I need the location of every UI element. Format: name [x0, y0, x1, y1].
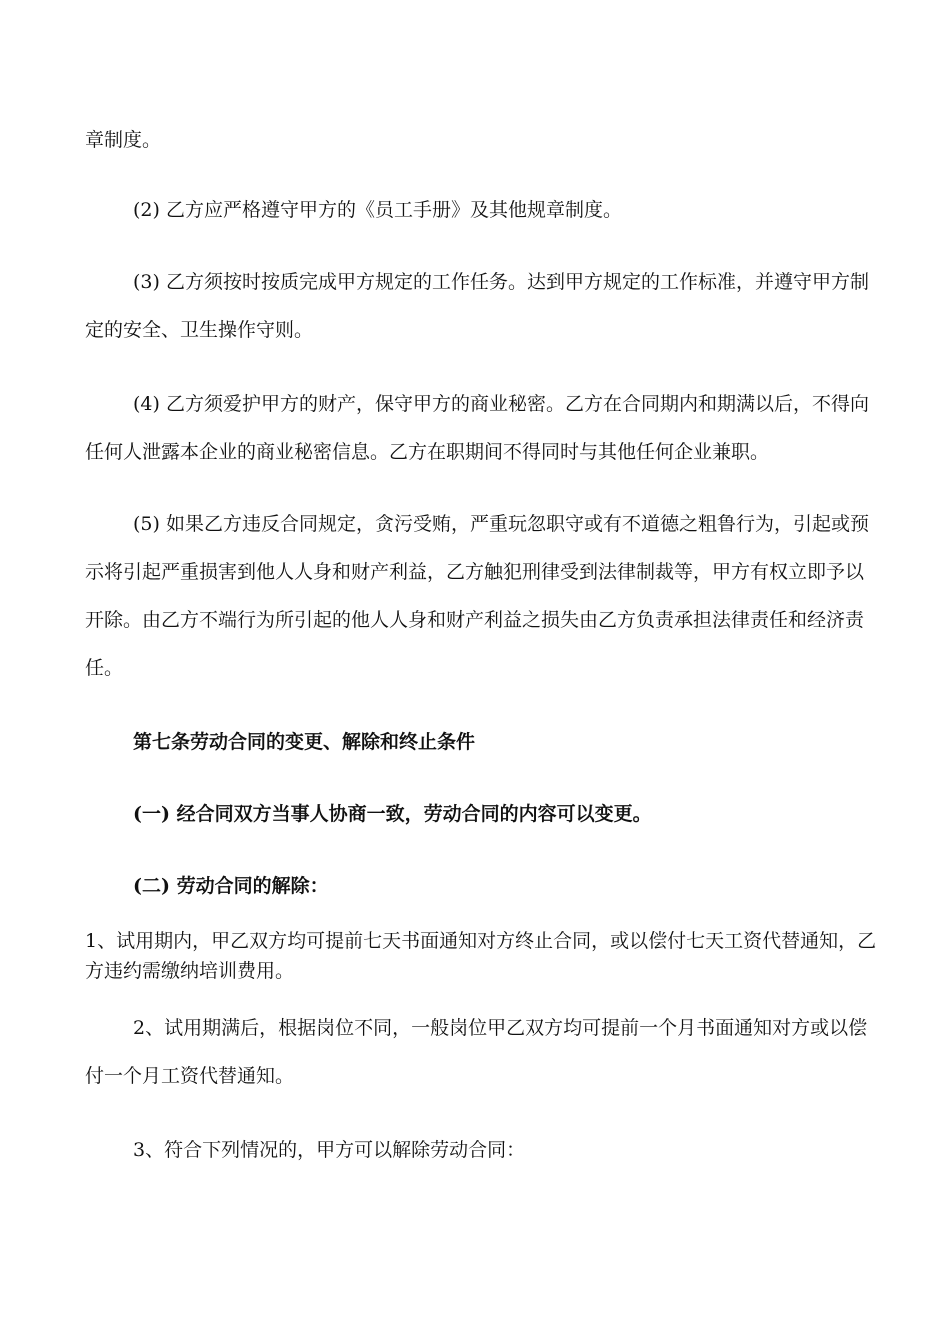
- paragraph-clause-3: (3) 乙方须按时按质完成甲方规定的工作任务。达到甲方规定的工作标准，并遵守甲方制定的安全、卫生操作守则。: [85, 271, 869, 341]
- paragraph-clause-2: (2) 乙方应严格遵守甲方的《员工手册》及其他规章制度。: [133, 199, 622, 221]
- paragraph-item-1-bold: (一) 经合同双方当事人协商一致，劳动合同的内容可以变更。: [133, 803, 652, 825]
- paragraph-clause-4: (4) 乙方须爱护甲方的财产，保守甲方的商业秘密。乙方在合同期内和期满以后，不得向任何人泄露本企业的商业秘密信息。乙方在职期间不得同时与其他任何企业兼职。: [85, 393, 869, 463]
- paragraph-point-3: 3、符合下列情况的，甲方可以解除劳动合同：: [133, 1139, 526, 1161]
- paragraph-clause-5: (5) 如果乙方违反合同规定，贪污受贿，严重玩忽职守或有不道德之粗鲁行为，引起或预示将引起严重损害到他人人身和财产利益，乙方触犯刑律受到法律制裁等，甲方有权立即予以开除。由乙方不端行为所引起的他人人身和财产利益之损失由乙方负责承担法律责任和经济责任。: [85, 513, 869, 679]
- paragraph-point-1: 1、试用期内，甲乙双方均可提前七天书面通知对方终止合同，或以偿付七天工资代替通知，乙方违约需缴纳培训费用。: [85, 930, 877, 982]
- paragraph-continuation: 章制度。: [85, 129, 162, 151]
- section-heading-article-7: 第七条劳动合同的变更、解除和终止条件: [133, 731, 476, 753]
- paragraph-point-2: 2、试用期满后，根据岗位不同，一般岗位甲乙双方均可提前一个月书面通知对方或以偿付一个月工资代替通知。: [85, 1017, 868, 1087]
- paragraph-item-2-bold: (二) 劳动合同的解除：: [133, 875, 329, 897]
